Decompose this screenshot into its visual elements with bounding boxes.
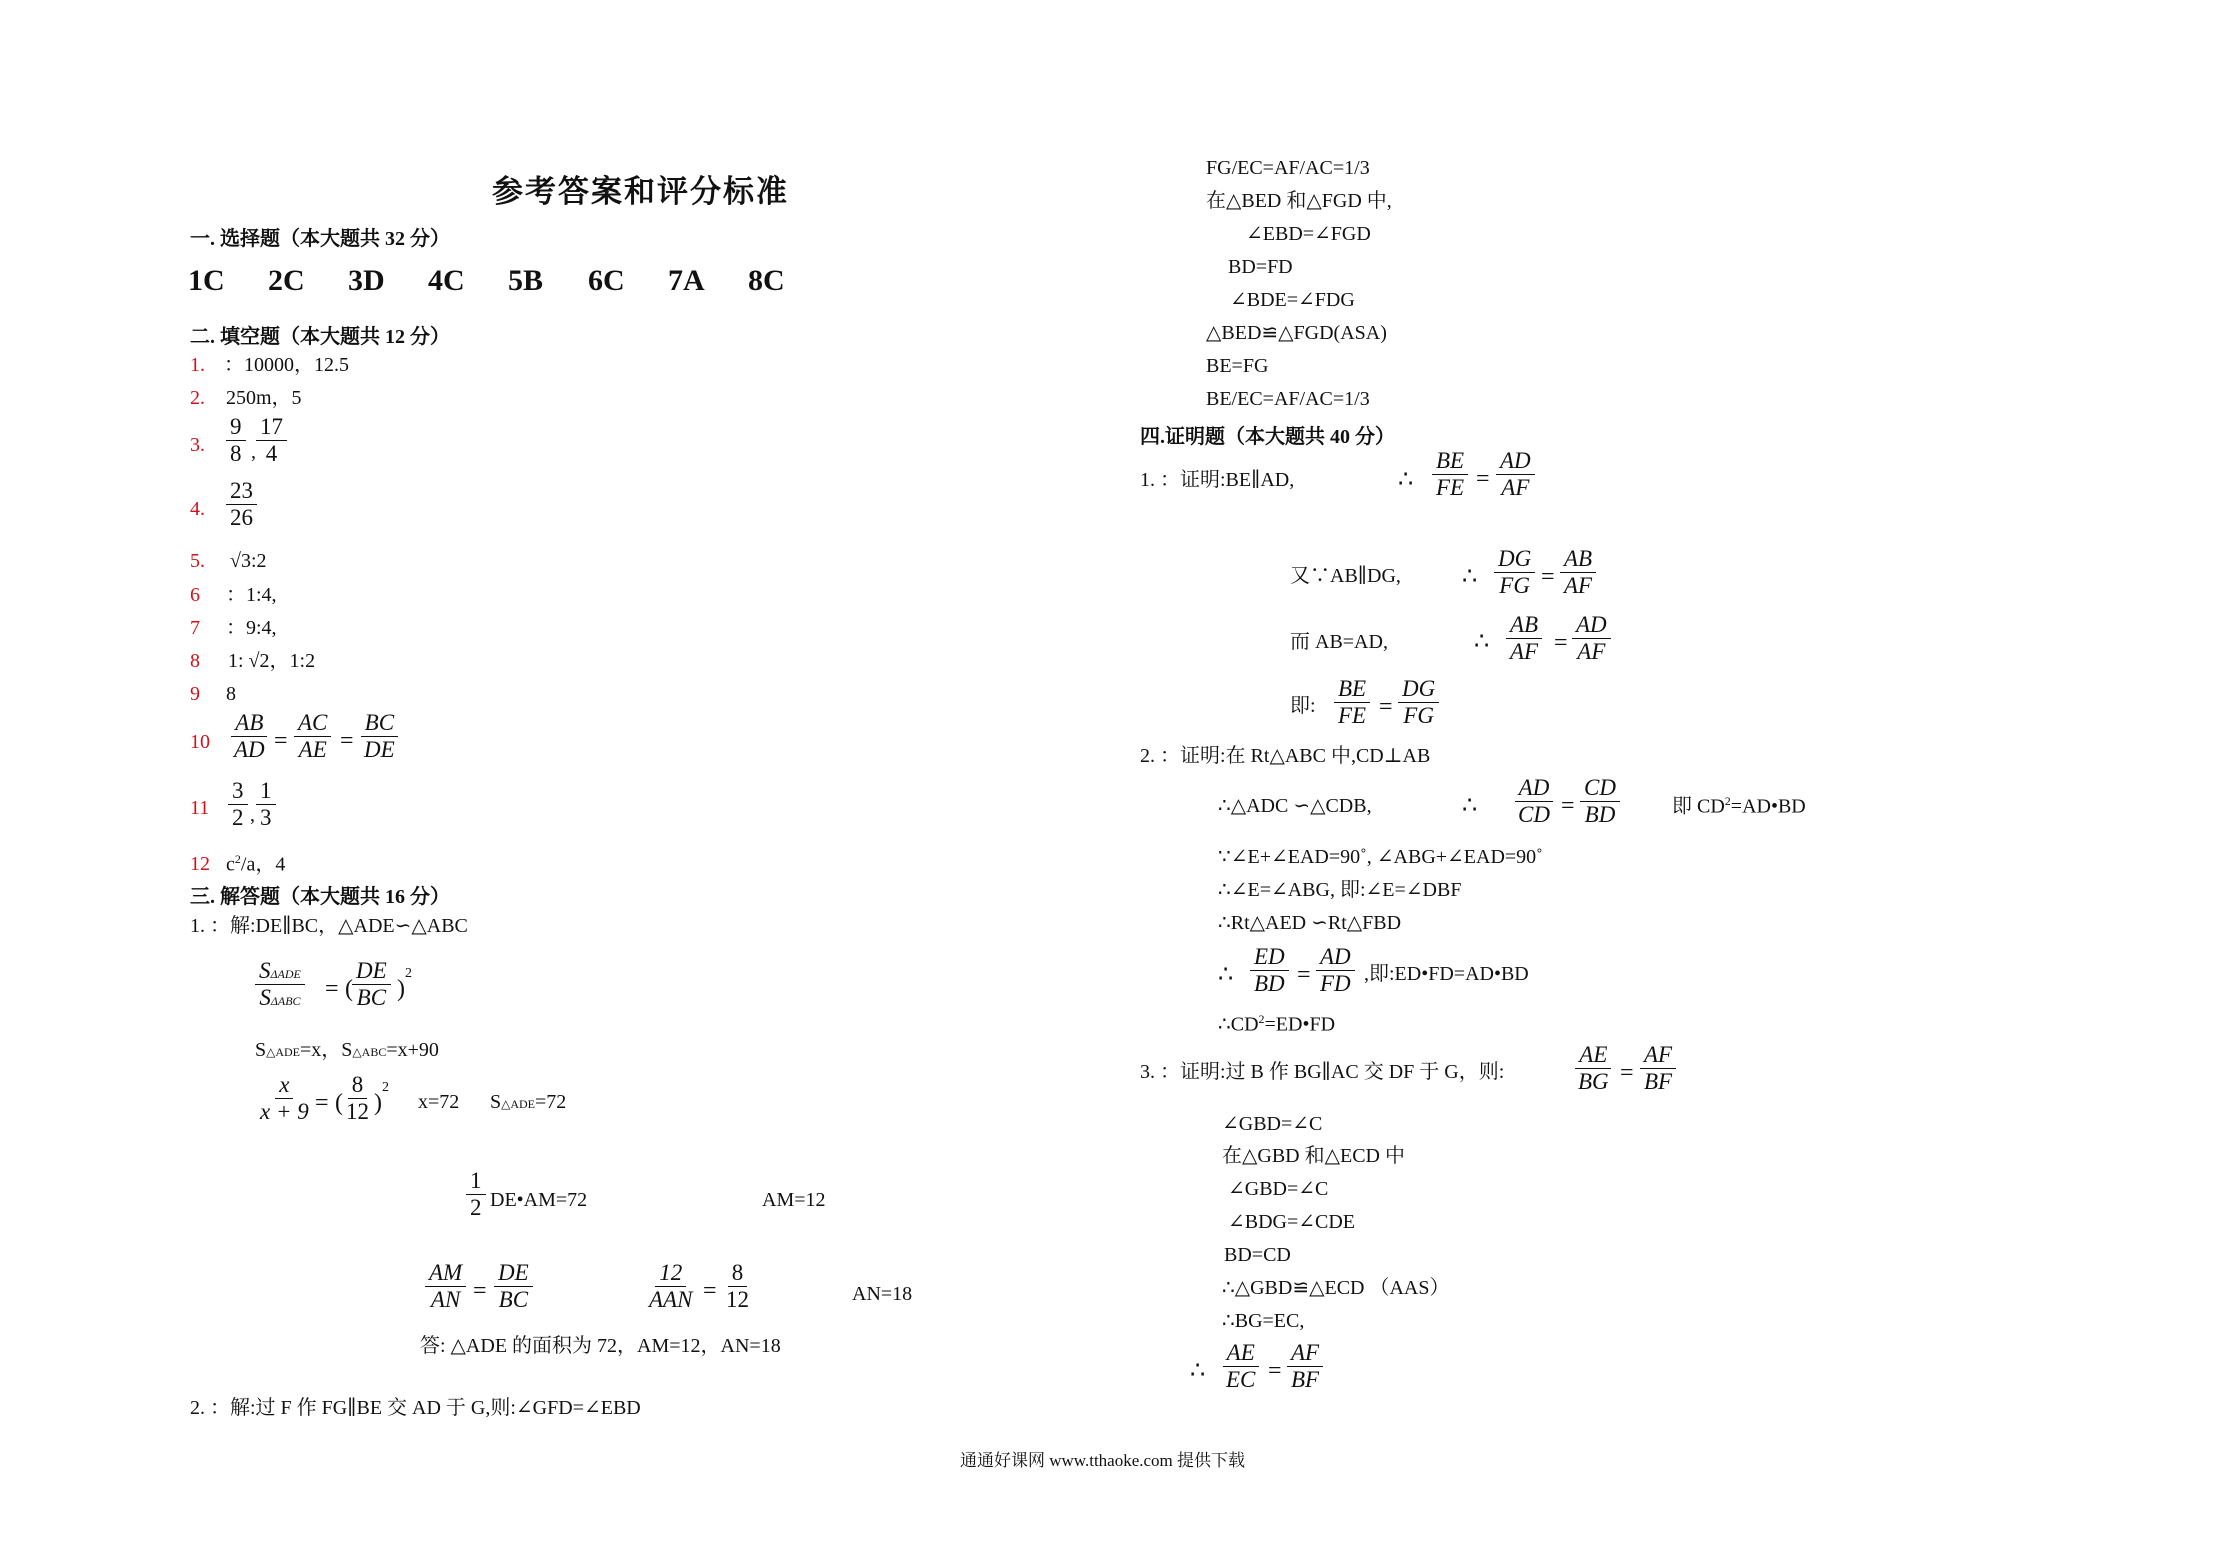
item-number: 5. bbox=[190, 550, 205, 572]
fraction: $\frac{x}{x + 9}$ bbox=[260, 1072, 309, 1125]
fraction: $\frac{AB}{AF}$ bbox=[1560, 546, 1596, 600]
choice-answer: 6C bbox=[588, 264, 625, 297]
proof-3-step: ∴△GBD≌△ECD （AAS） bbox=[1222, 1277, 1450, 1299]
choice-answer: 8C bbox=[748, 264, 785, 297]
fraction: $\frac{BE}{FE}$ bbox=[1432, 448, 1468, 502]
item-number: 10 bbox=[190, 731, 210, 753]
fraction: $\frac{DG}{FG}$ bbox=[1494, 546, 1535, 600]
equals: = bbox=[1297, 962, 1311, 988]
item-number: 6 bbox=[190, 584, 200, 606]
fraction: $\frac{AB}{AD}$ bbox=[230, 710, 269, 764]
section-2-header: 二. 填空题（本大题共 12 分） bbox=[190, 326, 450, 348]
paren: ( bbox=[345, 976, 353, 1002]
fraction: $\frac{AB}{AF}$ bbox=[1506, 612, 1542, 666]
paren: ) bbox=[374, 1090, 382, 1116]
footer-source: 通通好课网 www.tthaoke.com 提供下载 bbox=[960, 1451, 1246, 1470]
proof-1-step: 又∵AB∥DG, bbox=[1290, 565, 1401, 587]
equals: = bbox=[473, 1278, 487, 1304]
proof-3-step: BD=CD bbox=[1224, 1244, 1291, 1266]
item-number: 12 bbox=[190, 853, 210, 875]
fraction: $\frac{AC}{AE}$ bbox=[294, 710, 331, 764]
fraction: $\frac{AE}{EC}$ bbox=[1222, 1340, 1259, 1394]
item-number: 4. bbox=[190, 498, 205, 520]
an-result: AN=18 bbox=[852, 1283, 913, 1305]
fraction: $\frac{8}{12}$ bbox=[726, 1260, 749, 1313]
equals: = bbox=[1561, 793, 1575, 819]
proof-2-step: ,即:ED•FD=AD•BD bbox=[1364, 963, 1529, 985]
equals: = bbox=[703, 1278, 717, 1304]
item-answer: 8 bbox=[226, 683, 236, 705]
fraction: 12 AAN bbox=[649, 1260, 693, 1313]
proof-3-step: ∠GBD=∠C bbox=[1222, 1113, 1323, 1135]
proof-2-step: ∴∠E=∠ABG, 即:∠E=∠DBF bbox=[1218, 879, 1462, 901]
page-title: 参考答案和评分标准 bbox=[492, 174, 789, 209]
choice-answer: 3D bbox=[348, 264, 385, 297]
area-result: S△ADE=72 bbox=[490, 1091, 567, 1113]
therefore-symbol: ∴ bbox=[1474, 629, 1490, 655]
item-number: 9 bbox=[190, 683, 200, 705]
fraction: $\frac{AD}{FD}$ bbox=[1316, 944, 1355, 998]
fraction: $\frac{3}{2}$ bbox=[228, 778, 248, 832]
item-number: 8 bbox=[190, 650, 200, 672]
choice-answer: 7A bbox=[668, 264, 705, 297]
fraction: $\frac{23}{26}$ bbox=[226, 478, 257, 532]
equals: = bbox=[1268, 1358, 1282, 1384]
problem-2: 2. ：解:过 F 作 FG∥BE 交 AD 于 G,则:∠GFD=∠EBD bbox=[190, 1397, 641, 1419]
therefore-symbol: ∴ bbox=[1218, 962, 1234, 988]
proof-line: ∠BDE=∠FDG bbox=[1230, 289, 1355, 311]
proof-line: FG/EC=AF/AC=1/3 bbox=[1206, 157, 1370, 179]
fraction: $\frac{AD}{CD}$ bbox=[1514, 775, 1554, 829]
proof-line: BE=FG bbox=[1206, 355, 1269, 377]
proof-line: BE/EC=AF/AC=1/3 bbox=[1206, 388, 1370, 410]
separator: , bbox=[250, 804, 255, 826]
x-result: x=72 bbox=[418, 1091, 460, 1113]
section-4-header: 四.证明题（本大题共 40 分） bbox=[1140, 426, 1395, 448]
area-line: S△ADE=x，S△ABC=x+90 bbox=[255, 1039, 439, 1061]
section-1-header: 一. 选择题（本大题共 32 分） bbox=[190, 228, 450, 250]
equals: = bbox=[1379, 694, 1393, 720]
equals: = bbox=[340, 728, 354, 754]
item-number: 1. bbox=[190, 354, 205, 376]
proof-line: BD=FD bbox=[1228, 256, 1293, 278]
section-3-header: 三. 解答题（本大题共 16 分） bbox=[190, 886, 450, 908]
therefore-symbol: ∴ bbox=[1462, 564, 1478, 590]
fraction: $\frac{1}{3}$ bbox=[256, 778, 276, 832]
equals: = bbox=[1554, 630, 1568, 656]
fraction: $\frac{DE}{BC}$ bbox=[494, 1260, 533, 1314]
item-answer: 250m，5 bbox=[226, 387, 302, 409]
equals: = bbox=[274, 728, 288, 754]
choice-answer: 2C bbox=[268, 264, 305, 297]
equals: = bbox=[1620, 1060, 1634, 1086]
de-am: DE•AM=72 bbox=[490, 1189, 588, 1211]
therefore-symbol: ∴ bbox=[1462, 793, 1478, 819]
proof-3-step: ∠BDG=∠CDE bbox=[1228, 1211, 1356, 1233]
proof-2-step: ∴Rt△AED ∽Rt△FBD bbox=[1218, 912, 1402, 934]
am-result: AM=12 bbox=[762, 1189, 826, 1211]
answer-statement: 答: △ADE 的面积为 72，AM=12，AN=18 bbox=[420, 1335, 781, 1357]
fraction: $\frac{AD}{AF}$ bbox=[1572, 612, 1611, 666]
choice-answer: 4C bbox=[428, 264, 465, 297]
item-number: 11 bbox=[190, 797, 210, 819]
proof-2-step: ∵∠E+∠EAD=90˚, ∠ABG+∠EAD=90˚ bbox=[1218, 846, 1543, 868]
cd-squared: 即 $CD^2=AD•BD$ bbox=[1672, 794, 1806, 818]
fraction: $\frac{AE}{BG}$ bbox=[1574, 1042, 1613, 1096]
fraction: $\frac{17}{4}$ bbox=[256, 414, 287, 468]
item-number: 7 bbox=[190, 617, 200, 639]
fraction: $\frac{AF}{BF}$ bbox=[1287, 1340, 1323, 1394]
fraction: $\frac{BC}{DE}$ bbox=[360, 710, 399, 764]
fraction: $\frac{DG}{FG}$ bbox=[1398, 676, 1439, 730]
fraction: $\frac{ED}{BD}$ bbox=[1250, 944, 1289, 998]
item-answer: ：9:4, bbox=[226, 617, 277, 639]
fraction: $\frac{DE}{BC}$ bbox=[352, 958, 391, 1012]
proof-2-step: ∴△ADC ∽△CDB, bbox=[1218, 795, 1372, 817]
exponent: 2 bbox=[382, 1080, 389, 1095]
fraction: $\frac{CD}{BD}$ bbox=[1580, 775, 1620, 829]
equals: = bbox=[315, 1090, 329, 1116]
equals: = bbox=[1541, 564, 1555, 590]
proof-3-step: 在△GBD 和△ECD 中 bbox=[1222, 1145, 1405, 1167]
choice-answer: 1C bbox=[188, 264, 225, 297]
therefore-symbol: ∴ bbox=[1398, 467, 1414, 493]
proof-line: △BED≌△FGD(ASA) bbox=[1206, 322, 1387, 344]
item-answer: $c^2/a$，4 bbox=[226, 852, 286, 876]
item-answer: ：1:4, bbox=[226, 584, 277, 606]
cd-squared-result: $\therefore CD^2=ED•FD$ bbox=[1218, 1012, 1336, 1036]
proof-3: 3. ：证明:过 B 作 BG∥AC 交 DF 于 G，则: bbox=[1140, 1061, 1505, 1083]
fraction: $\frac{8}{12}$ bbox=[346, 1072, 369, 1125]
choice-answer: 5B bbox=[508, 264, 544, 297]
item-answer: ：10000，12.5 bbox=[224, 354, 349, 376]
proof-3-step: ∴BG=EC, bbox=[1222, 1310, 1305, 1332]
item-answer: 1: √2，1:2 bbox=[228, 650, 316, 672]
proof-line: ∠EBD=∠FGD bbox=[1246, 223, 1371, 245]
item-number: 2. bbox=[190, 387, 205, 409]
fraction: $\frac{AF}{BF}$ bbox=[1640, 1042, 1676, 1096]
equals: = bbox=[325, 976, 339, 1002]
proof-1-step: 而 AB=AD, bbox=[1290, 631, 1388, 653]
fraction: $\frac{BE}{FE}$ bbox=[1334, 676, 1370, 730]
exponent: 2 bbox=[405, 966, 412, 981]
proof-line: 在△BED 和△FGD 中, bbox=[1206, 190, 1392, 212]
fraction: $\frac{AD}{AF}$ bbox=[1496, 448, 1535, 502]
therefore-symbol: ∴ bbox=[1190, 1358, 1206, 1384]
paren: ( bbox=[335, 1090, 343, 1116]
equals: = bbox=[1476, 466, 1490, 492]
fraction: $\frac{AM}{AN}$ bbox=[425, 1260, 466, 1314]
proof-3-step: ∠GBD=∠C bbox=[1228, 1178, 1329, 1200]
proof-1: 1. ：证明:BE∥AD, bbox=[1140, 469, 1295, 491]
proof-1-step: 即: bbox=[1290, 695, 1316, 717]
item-answer: √3:2 bbox=[230, 550, 267, 572]
fraction: $\frac{1}{2}$ bbox=[466, 1168, 486, 1222]
fraction: $\frac{9}{8}$ bbox=[226, 414, 246, 468]
separator: , bbox=[251, 441, 256, 463]
problem-1: 1. ：解:DE∥BC，△ADE∽△ABC bbox=[190, 915, 468, 937]
area-ratio-fraction: SΔADE SΔABC bbox=[255, 958, 305, 1012]
proof-2: 2. ：证明:在 Rt△ABC 中,CD⊥AB bbox=[1140, 745, 1431, 767]
item-number: 3. bbox=[190, 434, 205, 456]
paren: ) bbox=[397, 976, 405, 1002]
